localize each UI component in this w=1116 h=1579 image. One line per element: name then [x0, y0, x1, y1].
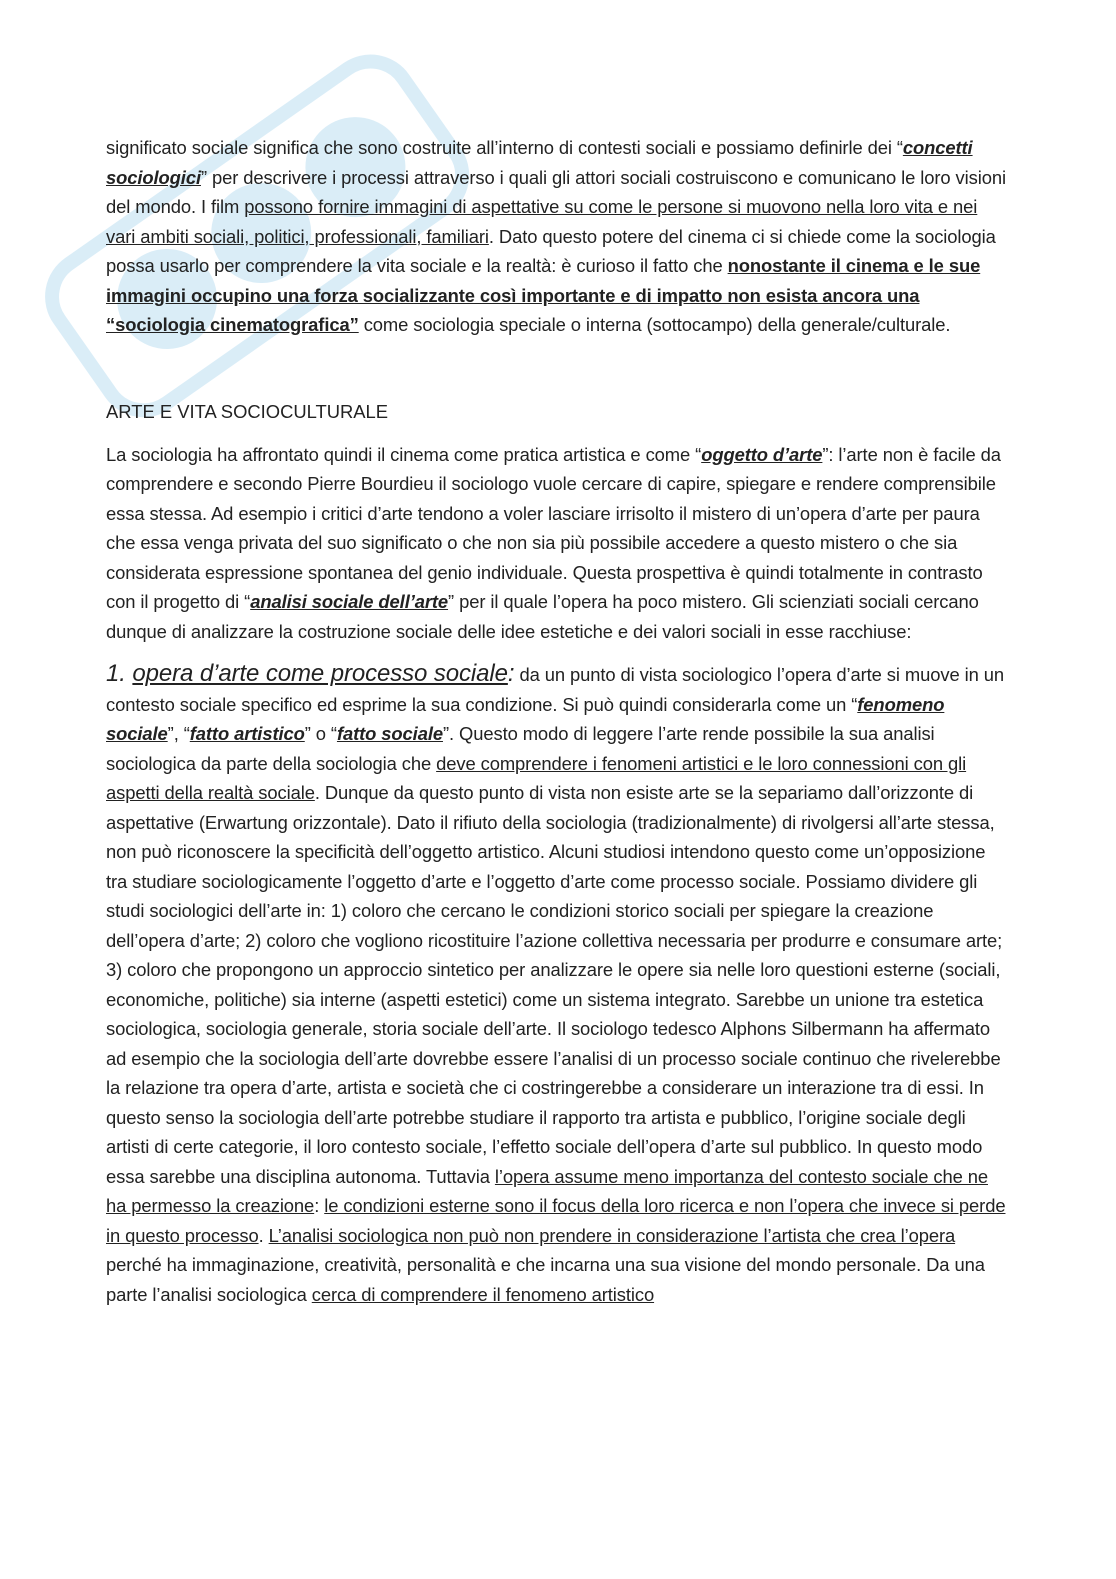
text: ” per il quale l’opera ha poco mistero. Gli scienziati sociali cercano dunque di analizzare la costruzione sociale delle idee estetiche e dei valori sociali in esse racchiuse: [106, 591, 979, 642]
text: ” o “ [304, 723, 337, 744]
text: La sociologia ha affrontato quindi il cinema come pratica artistica e come “ [106, 443, 702, 465]
underlined-text: l’opera assume meno importanza del contesto sociale che ne ha permesso la creazione [106, 1165, 988, 1216]
text: : [507, 660, 515, 687]
emphasis-fatto-artistico: fatto artistico [189, 723, 305, 744]
list-item-title: opera d’arte come processo sociale [132, 660, 508, 687]
underlined-text: possono fornire immagini di aspettative su come le persone si muovono nella loro vita e nei vari ambiti sociali, politici, professionali, familiari [106, 196, 978, 247]
emphasis-fatto-sociale: fatto sociale [336, 723, 443, 744]
paragraph-intro [106, 133, 1006, 340]
underlined-text: cerca di comprendere il fenomeno artistico [311, 1283, 655, 1305]
bold-underlined-text: nonostante il cinema e le sue immagini occupino una forza socializzante così importante e di impatto non esista ancora una “sociologia cinematografica” [106, 255, 981, 335]
underlined-text: le condizioni esterne sono il focus della loro ricerca e non l’opera che invece si perde in questo processo [106, 1195, 1006, 1246]
text: ”. Questo modo di leggere l’arte rende possibile la sua analisi sociologica da parte della sociologia che [106, 723, 935, 774]
text: ”, “ [167, 723, 190, 744]
text: . Dunque da questo punto di vista non esiste arte se la separiamo dall’orizzonte di aspettative (Erwartung orizzontale). Dato il rifiuto della sociologia (tradizionalmente) di rivolgersi all’arte stessa, non può riconoscere la specificità dell’oggetto artistico. Alcuni studiosi intendono questo come un’opposizione tra studiare sociologicamente l’oggetto d’arte e l’oggetto d’arte come processo sociale. Possiamo dividere gli studi sociologici dell’arte in: 1) coloro che cercano le condizioni storico sociali per spiegare la creazione dell’opera d’arte; 2) coloro che vogliono ricostituire l’azione collettiva necessaria per produrre e consumare arte; 3) coloro che propongono un approccio sintetico per analizzare le opere sia nelle loro questioni esterne (sociali, economiche, politiche) sia interne (aspetti estetici) come un sistema integrato. Sarebbe un unione tra estetica sociologica, sociologia generale, storia sociale dell’arte. Il sociologo tedesco Alphons Silbermann ha affermato ad esempio che la sociologia dell’arte dovrebbe essere l’analisi di un processo sociale continuo che rivelerebbe la relazione tra opera d’arte, artista e società che ci costringerebbe a considerare un interazione tra di essi. In questo senso la sociologia dell’arte potrebbe studiare il rapporto tra artista e pubblico, l’origine sociale degli artisti di certe categorie, il loro contesto sociale, l’effetto sociale dell’opera d’arte sul pubblico. In questo modo essa sarebbe una disciplina autonoma. Tuttavia [106, 782, 1003, 1187]
paragraph-processo-sociale [106, 659, 1006, 1309]
section-heading: ARTE E VITA SOCIOCULTURALE [106, 400, 389, 422]
text: . [258, 1224, 269, 1246]
text: da un punto di vista sociologico l’opera d’arte si muove in un contesto sociale specifico ed esprime la sua condizione. Si può quindi considerarla come un “ [106, 664, 1004, 715]
text: come sociologia speciale o interna (sottocampo) della generale/culturale. [358, 314, 951, 335]
text: . Dato questo potere del cinema ci si chiede come la sociologia possa usarlo per comprendere la vita sociale e la realtà: è curioso il fatto che [106, 225, 996, 276]
emphasis-analisi-sociale: analisi sociale dell’arte [250, 591, 449, 612]
underlined-text: L’analisi sociologica non può non prendere in considerazione l’artista che crea l’opera [268, 1224, 956, 1246]
paragraph-arte [106, 440, 1006, 647]
text: : [314, 1195, 325, 1216]
emphasis-fenomeno-sociale: fenomeno sociale [106, 693, 945, 744]
text: ” per descrivere i processi attraverso i quali gli attori sociali costruiscono e comunicano le loro visioni del mondo. I film [106, 166, 1006, 217]
text: perché ha immaginazione, creatività, personalità e che incarna una sua visione del mondo personale. Da una parte l’analisi sociologica [106, 1254, 985, 1305]
emphasis-oggetto-darte: oggetto d’arte [701, 443, 823, 465]
underlined-text: deve comprendere i fenomeni artistici e le loro connessioni con gli aspetti della realtà sociale [106, 752, 967, 803]
text: ”: l’arte non è facile da comprendere e secondo Pierre Bourdieu il sociologo vuole cercare di capire, spiegare e rendere comprensibile essa stessa. Ad esempio i critici d’arte tendono a voler lasciare irrisolto il mistero di un’opera d’arte per paura che essa venga privata del suo significato o che non sia più possibile accedere a questo mistero o che sia considerata espressione spontanea del genio individuale. Questa prospettiva è quindi totalmente in contrasto con il progetto di “ [106, 443, 1001, 612]
emphasis-concetti-sociologici: concetti sociologici [106, 137, 973, 188]
document-page [106, 133, 1006, 1309]
list-number: 1. [106, 660, 133, 687]
text: significato sociale significa che sono costruite all’interno di contesti sociali e possiamo definirle dei “ [106, 137, 903, 158]
